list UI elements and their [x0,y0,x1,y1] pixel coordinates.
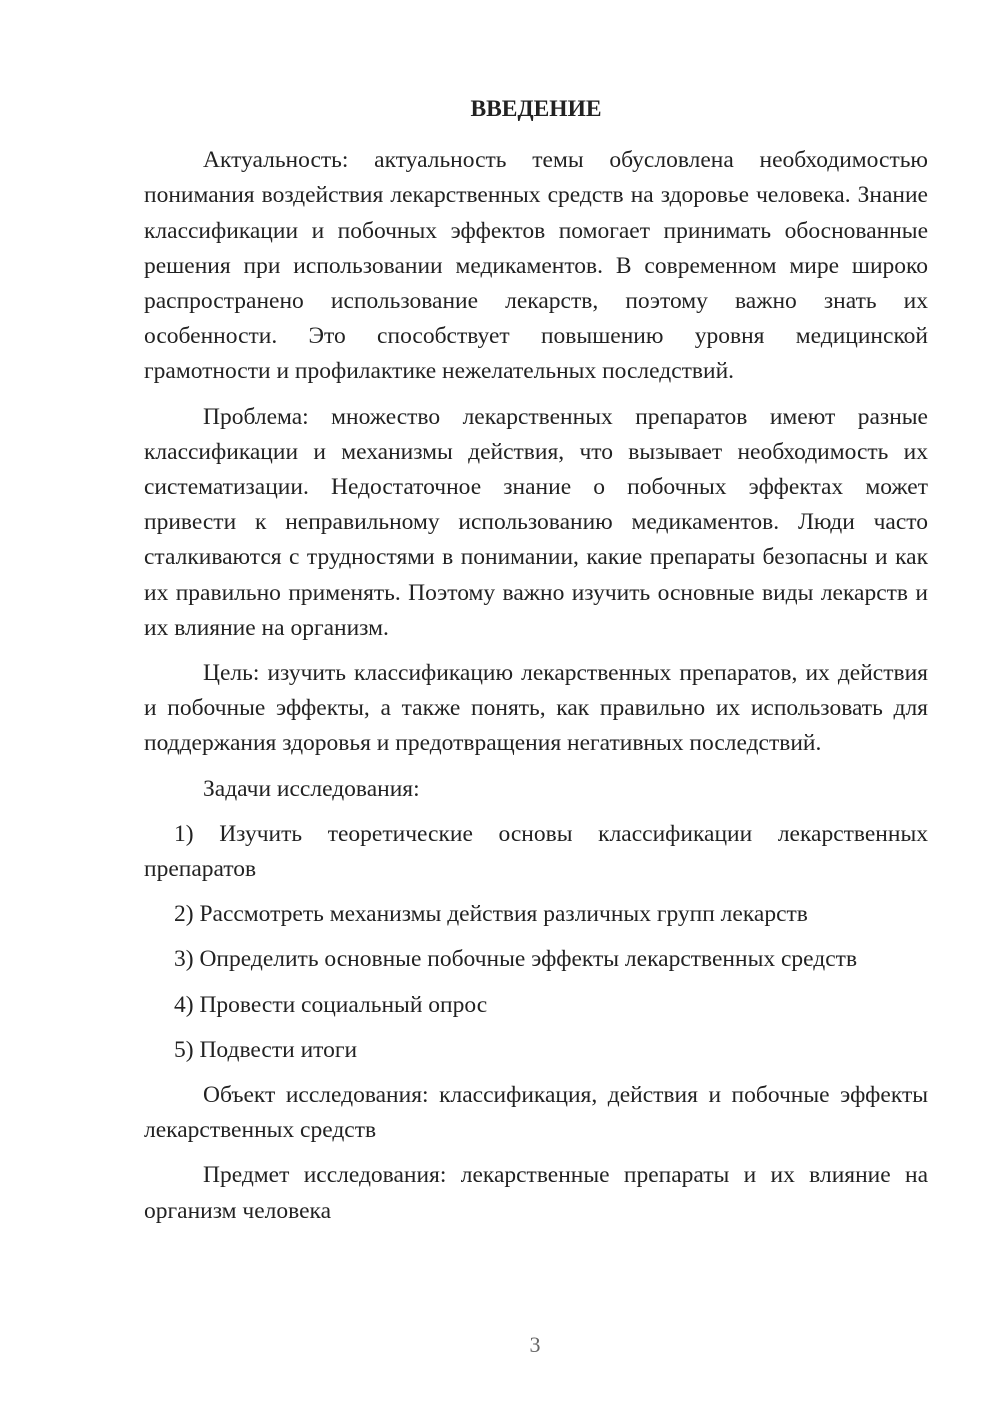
object-paragraph: Объект исследования: классификация, действия и побочные эффекты лекарственных средств [144,1082,928,1144]
problem-paragraph: Проблема: множество лекарственных препаратов имеют разные классификации и механизмы действия, что вызывает необходимость их систематизации. Недостаточное знание о побочных эффектах может привести к неправильному использованию медикаментов. Люди часто сталкиваются с трудностями в понимании, какие препараты безопасны и как их правильно применять. Поэтому важно изучить основные виды лекарств и их влияние на организм. [144,403,928,641]
relevance-paragraph: Актуальность: актуальность темы обусловлена необходимостью понимания воздействия лекарственных средств на здоровье человека. Знание классификации и побочных эффектов помогает принимать обоснованные решения при использовании медикаментов. В современном мире широко распространено использование лекарств, поэтому важно знать их особенности. Это способствует повышению уровня медицинской грамотности и профилактике нежелательных последствий. [144,147,928,385]
goal-paragraph: Цель: изучить классификацию лекарственных препаратов, их действия и побочные эффекты, а также понять, как правильно их использовать для поддержания здоровья и предотвращения негативных последствий. [144,660,928,757]
tasks-list [144,817,928,1068]
document-body [144,92,928,1239]
tasks-title: Задачи исследования: [203,775,420,802]
task-item: 1) Изучить теоретические основы классификации лекарственных препаратов [144,820,928,883]
section-heading: ВВЕДЕНИЕ [470,96,602,122]
task-item: 5) Подвести итоги [174,1036,358,1063]
task-item: 2) Рассмотреть механизмы действия различных групп лекарств [174,901,808,928]
task-item: 3) Определить основные побочные эффекты лекарственных средств [174,946,858,973]
task-item: 4) Провести социальный опрос [174,991,488,1018]
page-number: 3 [529,1332,541,1357]
subject-paragraph: Предмет исследования: лекарственные препараты и их влияние на организм человека [144,1162,928,1224]
